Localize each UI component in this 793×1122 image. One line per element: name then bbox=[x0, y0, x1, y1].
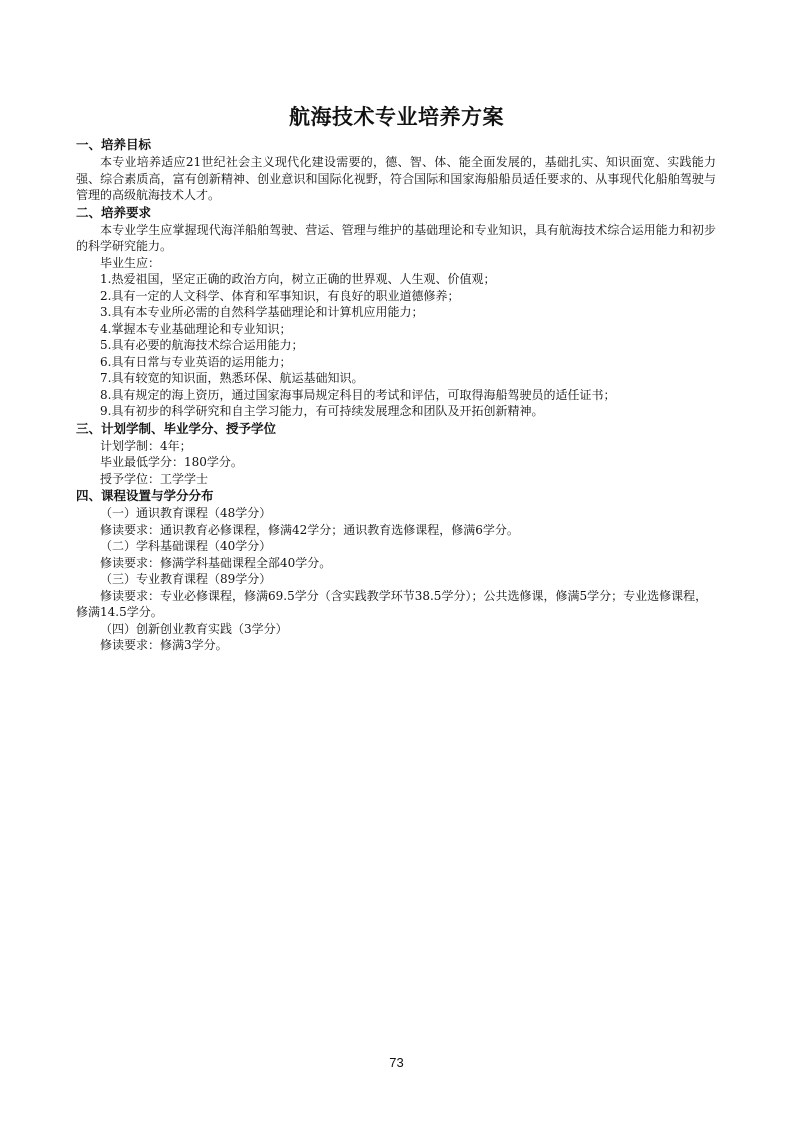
course-item: （一）通识教育课程（48学分） bbox=[100, 506, 272, 520]
page-number: 73 bbox=[389, 1055, 404, 1070]
page-title: 航海技术专业培养方案 bbox=[289, 105, 504, 129]
goal-paragraph: 本专业培养适应21世纪社会主义现代化建设需要的，德、智、体、能全面发展的，基础扎实、知识面宽、实践能力强、综合素质高，富有创新精神、创业意识和国际化视野，符合国际和国家海船船员适任要求的、从事现代化船舶驾驶与管理的高级航海技术人才。 bbox=[76, 155, 716, 202]
section-heading-requirements: 二、培养要求 bbox=[76, 204, 152, 220]
requirement-item: 1.热爱祖国，坚定正确的政治方向，树立正确的世界观、人生观、价值观； bbox=[100, 272, 496, 286]
course-item: 修读要求：修满3学分。 bbox=[100, 638, 228, 652]
requirement-item: 7.具有较宽的知识面，熟悉环保、航运基础知识。 bbox=[100, 371, 364, 385]
section-heading-goal: 一、培养目标 bbox=[76, 137, 152, 152]
section-heading-courses: 四、课程设置与学分分布 bbox=[76, 488, 214, 503]
plan-item: 计划学制：4年； bbox=[100, 438, 192, 453]
requirement-item: 9.具有初步的科学研究和自主学习能力，有可持续发展理念和团队及开拓创新精神。 bbox=[100, 404, 544, 418]
course-item: 修读要求：通识教育必修课程，修满42学分；通识教育选修课程，修满6学分。 bbox=[100, 522, 519, 537]
plan-item: 毕业最低学分：180学分。 bbox=[100, 455, 243, 469]
course-item: （二）学科基础课程（40学分） bbox=[100, 539, 272, 553]
requirement-item: 8.具有规定的海上资历，通过国家海事局规定科目的考试和评估，可取得海船驾驶员的适任证书； bbox=[100, 387, 616, 402]
requirement-item: 6.具有日常与专业英语的运用能力； bbox=[100, 354, 292, 369]
document-body bbox=[76, 136, 716, 654]
requirements-paragraph: 本专业学生应掌握现代海洋船舶驾驶、营运、管理与维护的基础理论和专业知识，具有航海技术综合运用能力和初步的科学研究能力。 bbox=[76, 222, 716, 253]
requirements-intro: 毕业生应： bbox=[100, 255, 161, 270]
requirement-item: 2.具有一定的人文科学、体育和军事知识，有良好的职业道德修养； bbox=[100, 288, 460, 303]
requirement-item: 4.掌握本专业基础理论和专业知识； bbox=[100, 321, 292, 336]
plan-item: 授予学位：工学学士 bbox=[100, 471, 209, 486]
requirement-item: 3.具有本专业所必需的自然科学基础理论和计算机应用能力； bbox=[100, 305, 424, 319]
course-item: （四）创新创业教育实践（3学分） bbox=[100, 621, 288, 636]
course-item: 修读要求：专业必修课程，修满69.5学分（含实践教学环节38.5学分）；公共选修课，修满5学分；专业选修课程，修满14.5学分。 bbox=[76, 588, 708, 619]
section-heading-plan: 三、计划学制、毕业学分、授予学位 bbox=[76, 420, 277, 436]
course-item: 修读要求：修满学科基础课程全部40学分。 bbox=[100, 555, 332, 570]
course-item: （三）专业教育课程（89学分） bbox=[100, 572, 272, 586]
requirement-item: 5.具有必要的航海技术综合运用能力； bbox=[100, 338, 304, 352]
